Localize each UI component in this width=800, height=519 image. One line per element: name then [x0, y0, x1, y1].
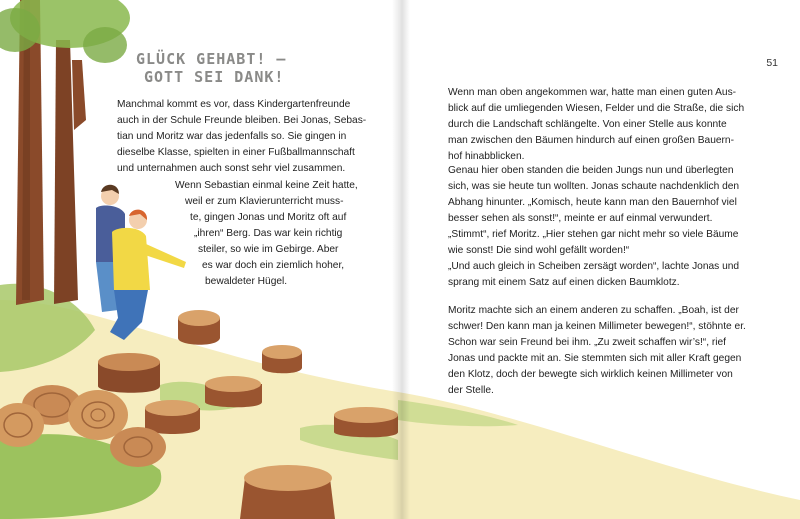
- text-line: und unternahmen auch sonst sehr viel zusammen.: [117, 163, 346, 174]
- text-line: Wenn man oben angekommen war, hatte man einen guten Aus-: [448, 87, 737, 98]
- text-line: sprang mit einem Satz auf einen dicken Baumklotz.: [448, 277, 680, 288]
- text-line: „Stimmt“, rief Moritz. „Hier stehen gar nicht mehr so viele Bäume: [448, 229, 739, 240]
- text-line: schwer! Den kann man ja keinen Millimeter bewegen!“, stöhnte er.: [448, 321, 746, 332]
- text-line: wie sonst! Die sind wohl gefällt worden!“: [448, 245, 630, 256]
- boys-figures: [96, 185, 186, 340]
- text-line: es war doch ein ziemlich hoher,: [202, 260, 345, 271]
- chapter-title: [136, 50, 286, 86]
- left-page: [0, 0, 398, 519]
- text-line: der Stelle.: [448, 385, 494, 396]
- text-line: Wenn Sebastian einmal keine Zeit hatte,: [175, 180, 358, 191]
- chapter-title-line-2: GOTT SEI DANK!: [144, 68, 285, 86]
- illustration-hill-continuation: [398, 0, 800, 519]
- text-line: steiler, so wie im Gebirge. Aber: [198, 244, 339, 255]
- text-line: dieselbe Klasse, spielten in einer Fußballmannschaft: [117, 147, 355, 158]
- text-line: durch die Landschaft schlängelte. Von einer Stelle aus konnte: [448, 119, 727, 130]
- text-line: auch in der Schule Freunde bleiben. Bei Jonas, Sebas-: [117, 115, 367, 126]
- text-line: Genau hier oben standen die beiden Jungs nun und überlegten: [448, 165, 734, 176]
- right-page: [398, 0, 800, 519]
- text-line: den Klotz, doch der bewegte sich wirklich keinen Millimeter von: [448, 369, 733, 380]
- text-line: Moritz machte sich an einem anderen zu schaffen. „Boah, ist der: [448, 305, 739, 316]
- text-line: „Und auch gleich in Scheiben zersägt worden“, lachte Jonas und: [448, 261, 740, 272]
- text-line: weil er zum Klavierunterricht muss-: [185, 196, 344, 207]
- text-line: te, gingen Jonas und Moritz oft auf: [190, 212, 347, 223]
- text-line: sich, was sie heute tun wollten. Jonas schaute nachdenklich den: [448, 181, 740, 192]
- text-line: Manchmal kommt es vor, dass Kindergartenfreunde: [117, 99, 351, 110]
- text-line: besser sehen als sonst!“, meinte er auf einmal verwundert.: [448, 213, 713, 224]
- text-line: man zwischen den Bäumen hindurch auf einen großen Bauern-: [448, 135, 734, 146]
- text-line: blick auf die umliegenden Wiesen, Felder und die Straße, die sich: [448, 103, 745, 114]
- text-line: „ihren“ Berg. Das war kein richtig: [194, 228, 343, 239]
- text-line: hof hinabblicken.: [448, 151, 525, 162]
- text-line: Schon war sein Freund bei ihm. „Zu zweit schaffen wir’s!“, rief: [448, 337, 727, 348]
- page-number: 51: [766, 57, 778, 69]
- text-line: Jonas und packte mit an. Sie stemmten sich mit aller Kraft gegen: [448, 353, 742, 364]
- chapter-title-line-1: GLÜCK GEHABT! –: [136, 50, 287, 68]
- text-line: tian und Moritz war das jedenfalls so. Sie gingen in: [117, 131, 347, 142]
- text-line: bewaldeter Hügel.: [205, 276, 288, 287]
- text-line: Abhang hinunter. „Komisch, heute kann man den Bauernhof viel: [448, 197, 737, 208]
